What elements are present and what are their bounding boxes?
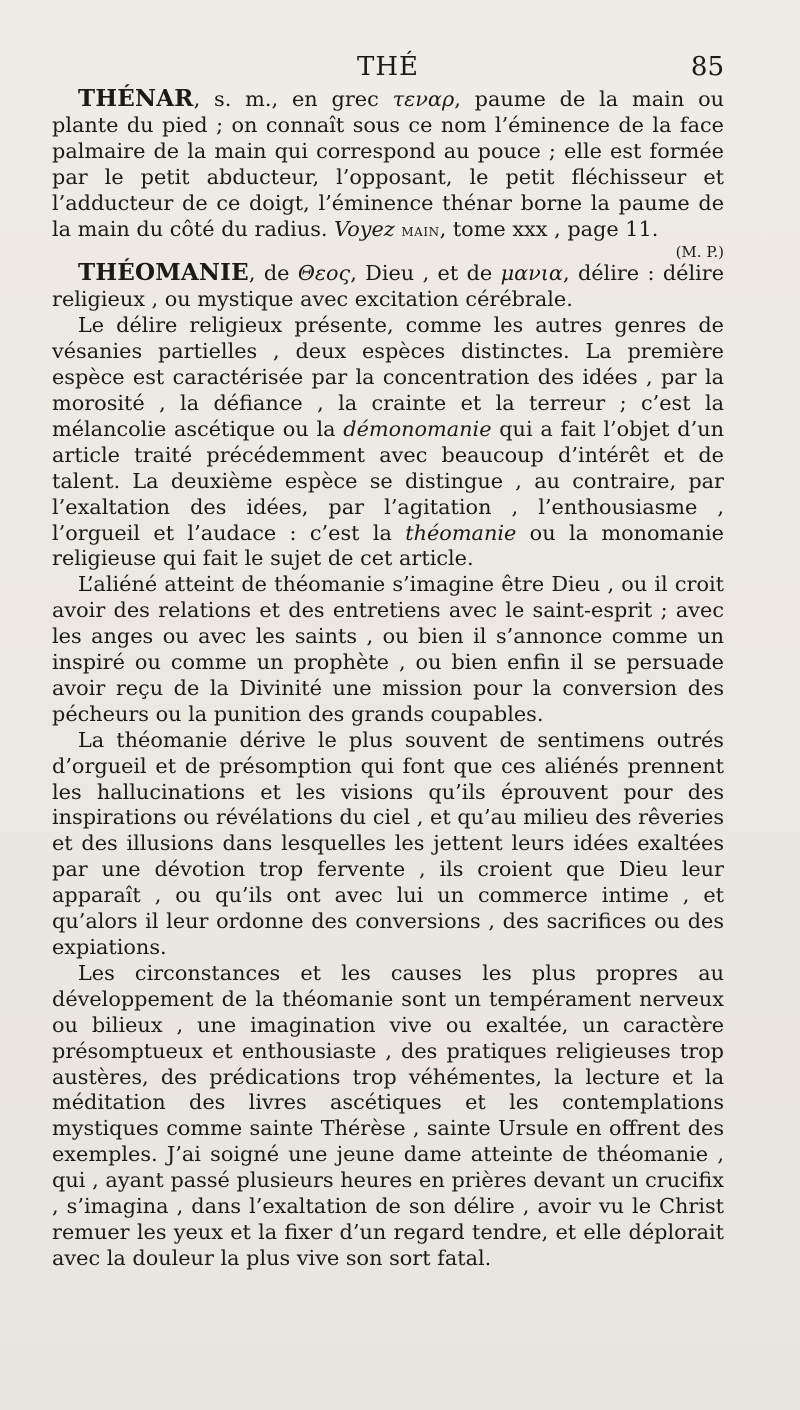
page-header bbox=[52, 52, 724, 88]
italic-term: théomanie bbox=[405, 520, 517, 545]
entry-term-theomanie: THÉOMANIE bbox=[78, 259, 249, 287]
running-head: THÉ bbox=[357, 52, 419, 82]
paragraph-text: ou la monomanie religieuse qui fait le sujet de cet article. bbox=[52, 520, 724, 571]
paragraph-4: Les circonstances et les causes les plus propres au développement de la théomanie sont un tempérament nerveux ou bilieux , une imagination vive ou exaltée, un caractère présomptueux et enthousiaste , des pratiques religieuses trop austères, des prédications trop véhémentes, la lecture et la méditation des livres ascétiques et les contemplations mystiques comme sainte Thérèse , sainte Ursule en offrent des exemples. J’ai soigné une jeune dame atteinte de théomanie , qui , ayant passé plusieurs heures en prières devant un crucifix , s’imagina , dans l’exaltation de son délire , avoir vu le Christ remuer les yeux et la fixer d’un regard tendre, et elle déplorait avec la douleur la plus vive son sort fatal. bbox=[52, 960, 724, 1270]
entry-thenar bbox=[52, 86, 724, 244]
entry-theomanie bbox=[52, 260, 724, 313]
entry-text: , Dieu , et de bbox=[350, 261, 501, 286]
greek-word: τεναρ bbox=[392, 87, 455, 111]
entry-text: , paume de la main ou plante du pied ; on connaît sous ce nom l’éminence de la face palmaire de la main qui correspond au pouce ; elle est formée par le petit abducteur, l’opposant, le petit fléchisseur et l’adducteur de ce doigt, l’éminence thénar borne la paume de la main du côté du radius. bbox=[52, 87, 724, 241]
paragraph-3: La théomanie dérive le plus souvent de sentimens outrés d’orgueil et de présomption qui font que ces aliénés prennent les hallucinations et les visions qu’ils éprouvent pour des inspirations ou révélations du ciel , et qu’au milieu des rêveries et des illusions dans lesquelles les jettent leurs idées exaltées par une dévotion trop fervente , ils croient que Dieu leur apparaît , ou qu’ils ont avec lui un commerce intime , et qu’alors il leur ordonne des conversions , des sacrifices ou des expiations. bbox=[52, 727, 724, 959]
entry-text: , s. m., en grec bbox=[193, 87, 393, 111]
cross-reference-location: , tome xxx , page 11. bbox=[439, 216, 659, 241]
page-body bbox=[52, 86, 724, 1272]
italic-term: démonomanie bbox=[343, 416, 492, 441]
entry-text: , délire : délire religieux , ou mystique avec excitation cérébrale. bbox=[52, 261, 725, 312]
entry-text: , de bbox=[248, 261, 298, 286]
author-signature: (M. P.) bbox=[675, 243, 724, 262]
paragraph-text: Le délire religieux présente, comme les autres genres de vésanies partielles , deux espèces distinctes. La première espèce est caractérisée par la concentration des idées , par la morosité , la défiance , la crainte et la terreur ; c’est la mélancolie ascétique ou la bbox=[52, 313, 724, 441]
cross-reference-voyez: Voyez bbox=[334, 216, 395, 241]
paragraph-2: L’aliéné atteint de théomanie s’imagine être Dieu , ou il croit avoir des relations et des entretiens avec le saint-esprit ; avec les anges ou avec les saints , ou bien il s’annonce comme un inspiré ou comme un prophète , ou bien enfin il se persuade avoir reçu de la Divinité une mission pour la conversion des pécheurs ou la punition des grands coupables. bbox=[52, 572, 724, 726]
paragraph-1 bbox=[52, 313, 724, 572]
cross-reference-target: main bbox=[401, 220, 440, 241]
greek-word: μανια bbox=[500, 261, 563, 286]
entry-term-thenar: THÉNAR bbox=[78, 85, 194, 112]
page-number: 85 bbox=[690, 52, 724, 82]
greek-word: Θεος bbox=[297, 261, 351, 286]
paragraph-text: qui a fait l’objet d’un article traité précédemment avec beaucoup d’intérêt et de talent. La deuxième espèce se distingue , au contraire, par l’exaltation des idées, par l’agitation , l’enthousiasme , l’orgueil et l’audace : c’est la bbox=[52, 416, 724, 545]
